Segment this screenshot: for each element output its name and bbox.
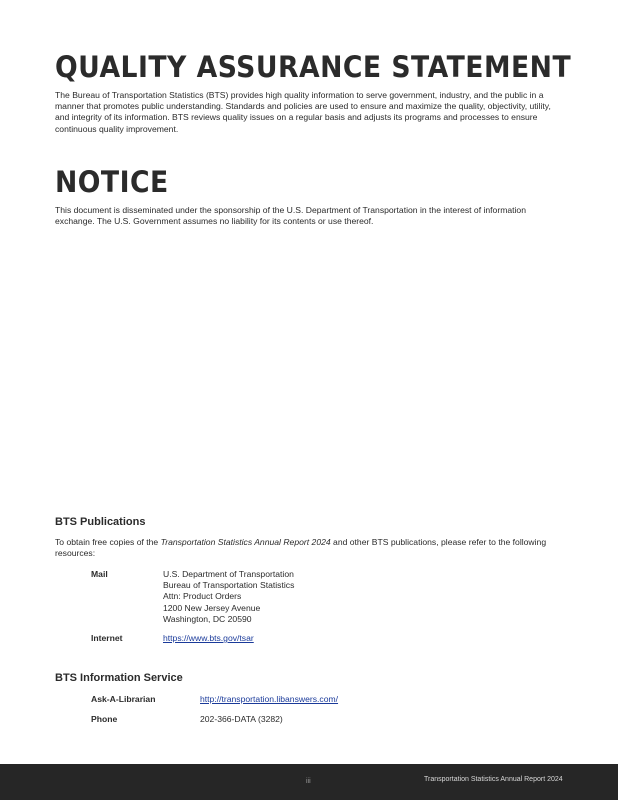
bts-publications-heading: BTS Publications xyxy=(55,516,146,528)
notice-text: This document is disseminated under the sponsorship of the U.S. Department of Transportation in the interest of information exchange. The U.S. Government assumes no liability for its contents or use thereof. xyxy=(55,205,526,227)
mail-label: Mail xyxy=(91,569,108,579)
address-line: U.S. Department of Transportation xyxy=(163,569,294,579)
address-line: 1200 New Jersey Avenue xyxy=(163,602,261,613)
report-title-italic: Transportation Statistics Annual Report 2024 xyxy=(160,537,331,547)
notice-heading: NOTICE xyxy=(55,165,169,199)
page-footer xyxy=(0,764,618,800)
page-number: iii xyxy=(306,778,311,785)
ask-a-librarian-label: Ask-A-Librarian xyxy=(91,694,156,704)
address-line: Bureau of Transportation Statistics xyxy=(163,580,295,591)
librarian-link[interactable]: http://transportation.libanswers.com/ xyxy=(200,694,339,704)
phone-label: Phone xyxy=(91,714,118,724)
address-line: Attn: Product Orders xyxy=(163,591,242,602)
publications-intro: To obtain free copies of the Transportation Statistics Annual Report 2024 and other BTS publications, please refer to the following resources: xyxy=(55,537,547,559)
bts-information-service-heading: BTS Information Service xyxy=(55,672,183,684)
phone-value: 202-366-DATA (3282) xyxy=(200,714,283,724)
quality-assurance-heading: QUALITY ASSURANCE STATEMENT xyxy=(55,50,572,84)
quality-assurance-text: The Bureau of Transportation Statistics (BTS) provides high quality information to serve government, industry, and the public in a manner that promotes public understanding. Standards and policies are used to ensure and maximize the quality, objectivity, utility, and integrity of its information. BTS reviews quality issues on a regular basis and adjusts its programs and processes to ensure continuous quality improvement. xyxy=(55,90,551,134)
footer-report-title: Transportation Statistics Annual Report 2024 xyxy=(424,776,563,783)
tsar-link[interactable]: https://www.bts.gov/tsar xyxy=(163,633,254,643)
address-line: Washington, DC 20590 xyxy=(163,613,252,624)
internet-label: Internet xyxy=(91,633,123,643)
mail-address xyxy=(163,569,294,625)
